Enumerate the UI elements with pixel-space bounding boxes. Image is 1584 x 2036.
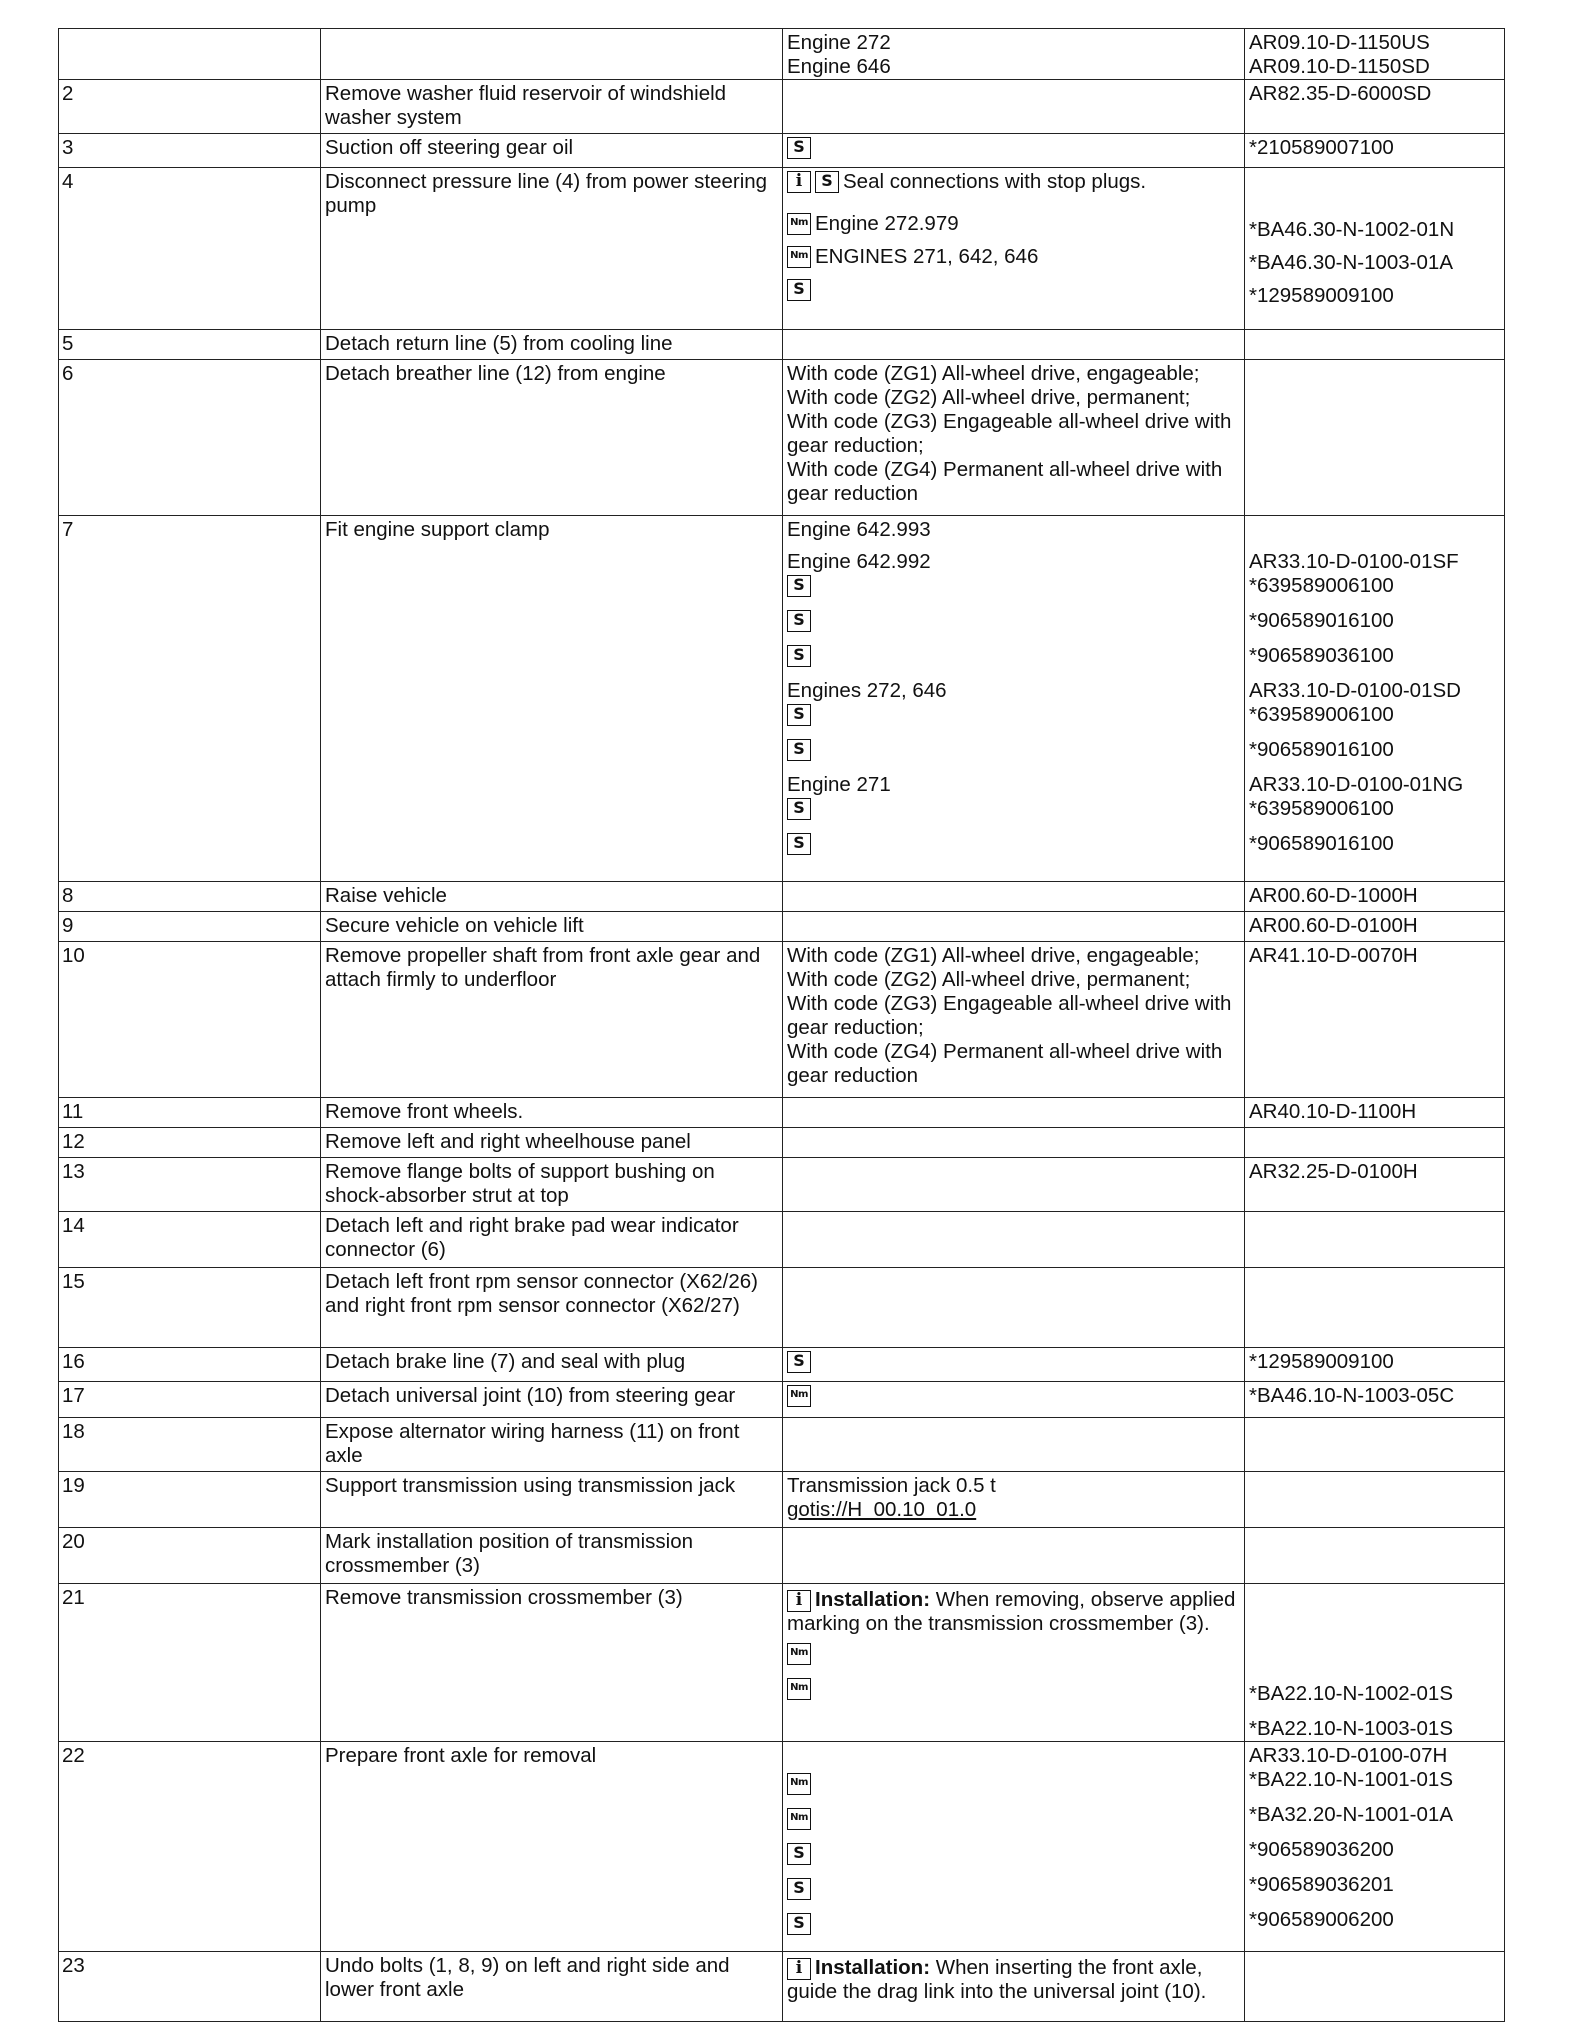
step-number: 23 bbox=[59, 1952, 321, 2022]
step-number: 5 bbox=[59, 330, 321, 360]
table-row bbox=[59, 1528, 1505, 1584]
reference-link[interactable]: *906589006200 bbox=[1249, 1908, 1394, 1931]
note-text: Engines 272, 646 bbox=[787, 679, 947, 702]
note-text: When inserting the front axle, guide the drag link into the universal joint (10). bbox=[787, 1956, 1207, 2003]
step-description: Remove flange bolts of support bushing on shock-absorber strut at top bbox=[321, 1158, 783, 1212]
step-description bbox=[321, 29, 783, 80]
step-reference bbox=[1245, 1098, 1505, 1128]
table-row bbox=[59, 1472, 1505, 1528]
step-number: 19 bbox=[59, 1472, 321, 1528]
step-reference bbox=[1245, 882, 1505, 912]
step-notes bbox=[783, 29, 1245, 80]
table-row bbox=[59, 134, 1505, 168]
step-notes bbox=[783, 80, 1245, 134]
table-row bbox=[59, 168, 1505, 330]
step-number: 4 bbox=[59, 168, 321, 330]
info-icon[interactable]: i bbox=[787, 1958, 811, 1980]
step-number: 8 bbox=[59, 882, 321, 912]
step-notes bbox=[783, 1212, 1245, 1268]
note-text: With code (ZG4) Permanent all-wheel drive with gear reduction bbox=[787, 458, 1223, 505]
torque-nm-icon[interactable]: Nm bbox=[787, 1773, 811, 1795]
special-tool-icon[interactable]: S bbox=[787, 1913, 811, 1935]
step-description: Expose alternator wiring harness (11) on front axle bbox=[321, 1418, 783, 1472]
step-notes bbox=[783, 168, 1245, 330]
reference-link[interactable]: *BA46.30-N-1002-01N bbox=[1249, 218, 1455, 241]
reference-link[interactable]: *129589009100 bbox=[1249, 1350, 1394, 1373]
table-row bbox=[59, 1418, 1505, 1472]
step-reference bbox=[1245, 1268, 1505, 1348]
step-description: Remove propeller shaft from front axle gear and attach firmly to underfloor bbox=[321, 942, 783, 1098]
note-text: With code (ZG3) Engageable all-wheel drive with gear reduction; bbox=[787, 992, 1232, 1039]
step-description: Remove front wheels. bbox=[321, 1098, 783, 1128]
step-number: 21 bbox=[59, 1584, 321, 1742]
step-number: 16 bbox=[59, 1348, 321, 1382]
reference-link[interactable]: *906589016100 bbox=[1249, 609, 1394, 632]
step-notes bbox=[783, 1472, 1245, 1528]
step-number: 17 bbox=[59, 1382, 321, 1418]
note-text: Transmission jack 0.5 t bbox=[787, 1474, 996, 1497]
note-text: Engine 642.993 bbox=[787, 518, 931, 541]
step-description: Detach universal joint (10) from steering gear bbox=[321, 1382, 783, 1418]
step-description: Detach brake line (7) and seal with plug bbox=[321, 1348, 783, 1382]
table-row bbox=[59, 1584, 1505, 1742]
reference-link[interactable]: AR33.10-D-0100-01NG bbox=[1249, 773, 1464, 796]
special-tool-icon[interactable]: S bbox=[787, 575, 811, 597]
table-row bbox=[59, 29, 1505, 80]
reference-link[interactable]: *BA32.20-N-1001-01A bbox=[1249, 1803, 1453, 1826]
step-number: 12 bbox=[59, 1128, 321, 1158]
step-reference bbox=[1245, 1212, 1505, 1268]
reference-link[interactable]: AR82.35-D-6000SD bbox=[1249, 82, 1432, 105]
step-reference bbox=[1245, 1348, 1505, 1382]
step-description: Undo bolts (1, 8, 9) on left and right side and lower front axle bbox=[321, 1952, 783, 2022]
step-reference bbox=[1245, 1382, 1505, 1418]
reference-link[interactable]: *BA22.10-N-1001-01S bbox=[1249, 1768, 1453, 1791]
step-notes bbox=[783, 1418, 1245, 1472]
step-number bbox=[59, 29, 321, 80]
reference-link[interactable]: AR40.10-D-1100H bbox=[1249, 1100, 1417, 1123]
reference-link[interactable]: AR00.60-D-1000H bbox=[1249, 884, 1418, 907]
step-description: Suction off steering gear oil bbox=[321, 134, 783, 168]
reference-link[interactable]: *BA22.10-N-1003-01S bbox=[1249, 1717, 1453, 1740]
table-row bbox=[59, 1098, 1505, 1128]
reference-link[interactable]: AR09.10-D-1150SD bbox=[1249, 55, 1430, 78]
note-text: Engine 646 bbox=[787, 55, 891, 78]
step-notes bbox=[783, 882, 1245, 912]
note-text: Seal connections with stop plugs. bbox=[843, 170, 1147, 193]
step-reference bbox=[1245, 330, 1505, 360]
step-number: 14 bbox=[59, 1212, 321, 1268]
special-tool-icon[interactable]: S bbox=[787, 704, 811, 726]
table-row bbox=[59, 360, 1505, 516]
reference-link[interactable]: *639589006100 bbox=[1249, 574, 1394, 597]
step-notes bbox=[783, 1584, 1245, 1742]
step-number: 10 bbox=[59, 942, 321, 1098]
step-reference bbox=[1245, 912, 1505, 942]
note-text: Engine 272 bbox=[787, 31, 891, 54]
torque-nm-icon[interactable]: Nm bbox=[787, 246, 811, 268]
step-number: 15 bbox=[59, 1268, 321, 1348]
step-number: 3 bbox=[59, 134, 321, 168]
special-tool-icon[interactable]: S bbox=[787, 798, 811, 820]
torque-nm-icon[interactable]: Nm bbox=[787, 1808, 811, 1830]
special-tool-icon[interactable]: S bbox=[815, 171, 839, 193]
note-text: Engine 271 bbox=[787, 773, 891, 796]
torque-nm-icon[interactable]: Nm bbox=[787, 1385, 811, 1407]
step-notes bbox=[783, 1268, 1245, 1348]
reference-link[interactable]: AR33.10-D-0100-01SD bbox=[1249, 679, 1461, 702]
torque-nm-icon[interactable]: Nm bbox=[787, 1643, 811, 1665]
step-reference bbox=[1245, 1528, 1505, 1584]
special-tool-icon[interactable]: S bbox=[787, 645, 811, 667]
note-text: ENGINES 271, 642, 646 bbox=[815, 245, 1039, 268]
step-notes bbox=[783, 1382, 1245, 1418]
special-tool-icon[interactable]: S bbox=[787, 1351, 811, 1373]
gotis-link[interactable]: gotis://H_00.10_01.0 bbox=[787, 1498, 977, 1521]
step-notes bbox=[783, 1098, 1245, 1128]
step-notes bbox=[783, 1348, 1245, 1382]
note-text: With code (ZG1) All-wheel drive, engageable; bbox=[787, 362, 1200, 385]
table-row bbox=[59, 1212, 1505, 1268]
step-reference bbox=[1245, 942, 1505, 1098]
step-number: 9 bbox=[59, 912, 321, 942]
step-reference bbox=[1245, 1158, 1505, 1212]
step-reference bbox=[1245, 1128, 1505, 1158]
step-reference bbox=[1245, 134, 1505, 168]
step-number: 7 bbox=[59, 516, 321, 882]
step-reference bbox=[1245, 360, 1505, 516]
installation-label: Installation: bbox=[815, 1956, 931, 1979]
special-tool-icon[interactable]: S bbox=[787, 137, 811, 159]
reference-link[interactable]: *129589009100 bbox=[1249, 284, 1394, 307]
procedure-table bbox=[58, 28, 1505, 2022]
step-reference bbox=[1245, 80, 1505, 134]
table-row bbox=[59, 1158, 1505, 1212]
step-reference bbox=[1245, 516, 1505, 882]
step-description: Remove washer fluid reservoir of windshield washer system bbox=[321, 80, 783, 134]
reference-link[interactable]: AR33.10-D-0100-01SF bbox=[1249, 550, 1459, 573]
reference-link[interactable]: *906589036200 bbox=[1249, 1838, 1394, 1861]
reference-link[interactable]: AR00.60-D-0100H bbox=[1249, 914, 1418, 937]
step-notes bbox=[783, 1158, 1245, 1212]
step-notes bbox=[783, 1742, 1245, 1952]
note-text: With code (ZG4) Permanent all-wheel drive with gear reduction bbox=[787, 1040, 1223, 1087]
reference-link[interactable]: *BA46.10-N-1003-05C bbox=[1249, 1384, 1455, 1407]
step-reference bbox=[1245, 1584, 1505, 1742]
step-description: Detach return line (5) from cooling line bbox=[321, 330, 783, 360]
table-row bbox=[59, 330, 1505, 360]
step-description: Disconnect pressure line (4) from power steering pump bbox=[321, 168, 783, 330]
special-tool-icon[interactable]: S bbox=[787, 1843, 811, 1865]
reference-link[interactable]: *BA22.10-N-1002-01S bbox=[1249, 1682, 1453, 1705]
note-text: With code (ZG2) All-wheel drive, permanent; bbox=[787, 386, 1191, 409]
procedure-table-container bbox=[58, 28, 1504, 2022]
reference-link[interactable]: *906589036100 bbox=[1249, 644, 1394, 667]
installation-label: Installation: bbox=[815, 1588, 931, 1611]
step-notes bbox=[783, 942, 1245, 1098]
reference-link[interactable]: AR09.10-D-1150US bbox=[1249, 31, 1430, 54]
step-number: 22 bbox=[59, 1742, 321, 1952]
info-icon[interactable]: i bbox=[787, 171, 811, 193]
table-row bbox=[59, 1268, 1505, 1348]
table-row bbox=[59, 912, 1505, 942]
reference-link[interactable]: AR33.10-D-0100-07H bbox=[1249, 1744, 1448, 1767]
info-icon[interactable]: i bbox=[787, 1590, 811, 1612]
step-notes bbox=[783, 134, 1245, 168]
step-notes bbox=[783, 1528, 1245, 1584]
special-tool-icon[interactable]: S bbox=[787, 833, 811, 855]
step-reference bbox=[1245, 1472, 1505, 1528]
step-description: Mark installation position of transmission crossmember (3) bbox=[321, 1528, 783, 1584]
reference-link[interactable]: AR41.10-D-0070H bbox=[1249, 944, 1418, 967]
step-reference bbox=[1245, 1952, 1505, 2022]
reference-link[interactable]: *906589016100 bbox=[1249, 832, 1394, 855]
reference-link[interactable]: *906589036201 bbox=[1249, 1873, 1394, 1896]
step-reference bbox=[1245, 1418, 1505, 1472]
step-number: 6 bbox=[59, 360, 321, 516]
step-reference bbox=[1245, 1742, 1505, 1952]
step-number: 13 bbox=[59, 1158, 321, 1212]
note-text: Engine 272.979 bbox=[815, 212, 959, 235]
note-text: With code (ZG1) All-wheel drive, engageable; bbox=[787, 944, 1200, 967]
step-description: Remove left and right wheelhouse panel bbox=[321, 1128, 783, 1158]
step-reference bbox=[1245, 29, 1505, 80]
special-tool-icon[interactable]: S bbox=[787, 279, 811, 301]
step-number: 2 bbox=[59, 80, 321, 134]
special-tool-icon[interactable]: S bbox=[787, 1878, 811, 1900]
step-notes bbox=[783, 1952, 1245, 2022]
step-notes bbox=[783, 360, 1245, 516]
step-notes bbox=[783, 516, 1245, 882]
reference-link[interactable]: *639589006100 bbox=[1249, 797, 1394, 820]
reference-link[interactable]: *BA46.30-N-1003-01A bbox=[1249, 251, 1453, 274]
table-row bbox=[59, 1742, 1505, 1952]
table-row bbox=[59, 516, 1505, 882]
step-description: Remove transmission crossmember (3) bbox=[321, 1584, 783, 1742]
reference-link[interactable]: AR32.25-D-0100H bbox=[1249, 1160, 1418, 1183]
special-tool-icon[interactable]: S bbox=[787, 739, 811, 761]
table-row bbox=[59, 1952, 1505, 2022]
note-text: Engine 642.992 bbox=[787, 550, 931, 573]
table-row bbox=[59, 80, 1505, 134]
note-text: With code (ZG3) Engageable all-wheel drive with gear reduction; bbox=[787, 410, 1232, 457]
step-description: Support transmission using transmission jack bbox=[321, 1472, 783, 1528]
step-description: Detach breather line (12) from engine bbox=[321, 360, 783, 516]
note-text: With code (ZG2) All-wheel drive, permanent; bbox=[787, 968, 1191, 991]
step-number: 11 bbox=[59, 1098, 321, 1128]
step-reference bbox=[1245, 168, 1505, 330]
table-row bbox=[59, 1128, 1505, 1158]
step-notes bbox=[783, 912, 1245, 942]
step-description: Secure vehicle on vehicle lift bbox=[321, 912, 783, 942]
step-description: Prepare front axle for removal bbox=[321, 1742, 783, 1952]
table-row bbox=[59, 1348, 1505, 1382]
special-tool-icon[interactable]: S bbox=[787, 610, 811, 632]
reference-link[interactable]: *639589006100 bbox=[1249, 703, 1394, 726]
step-description: Raise vehicle bbox=[321, 882, 783, 912]
table-row bbox=[59, 1382, 1505, 1418]
table-row bbox=[59, 942, 1505, 1098]
step-notes bbox=[783, 330, 1245, 360]
torque-nm-icon[interactable]: Nm bbox=[787, 1678, 811, 1700]
step-number: 20 bbox=[59, 1528, 321, 1584]
note-text: When removing, observe applied marking on the transmission crossmember (3). bbox=[787, 1588, 1236, 1635]
reference-link[interactable]: *906589016100 bbox=[1249, 738, 1394, 761]
step-description: Fit engine support clamp bbox=[321, 516, 783, 882]
step-number: 18 bbox=[59, 1418, 321, 1472]
step-description: Detach left front rpm sensor connector (X62/26) and right front rpm sensor connector (X62/27) bbox=[321, 1268, 783, 1348]
table-row bbox=[59, 882, 1505, 912]
reference-link[interactable]: *210589007100 bbox=[1249, 136, 1394, 159]
step-notes bbox=[783, 1128, 1245, 1158]
torque-nm-icon[interactable]: Nm bbox=[787, 213, 811, 235]
step-description: Detach left and right brake pad wear indicator connector (6) bbox=[321, 1212, 783, 1268]
